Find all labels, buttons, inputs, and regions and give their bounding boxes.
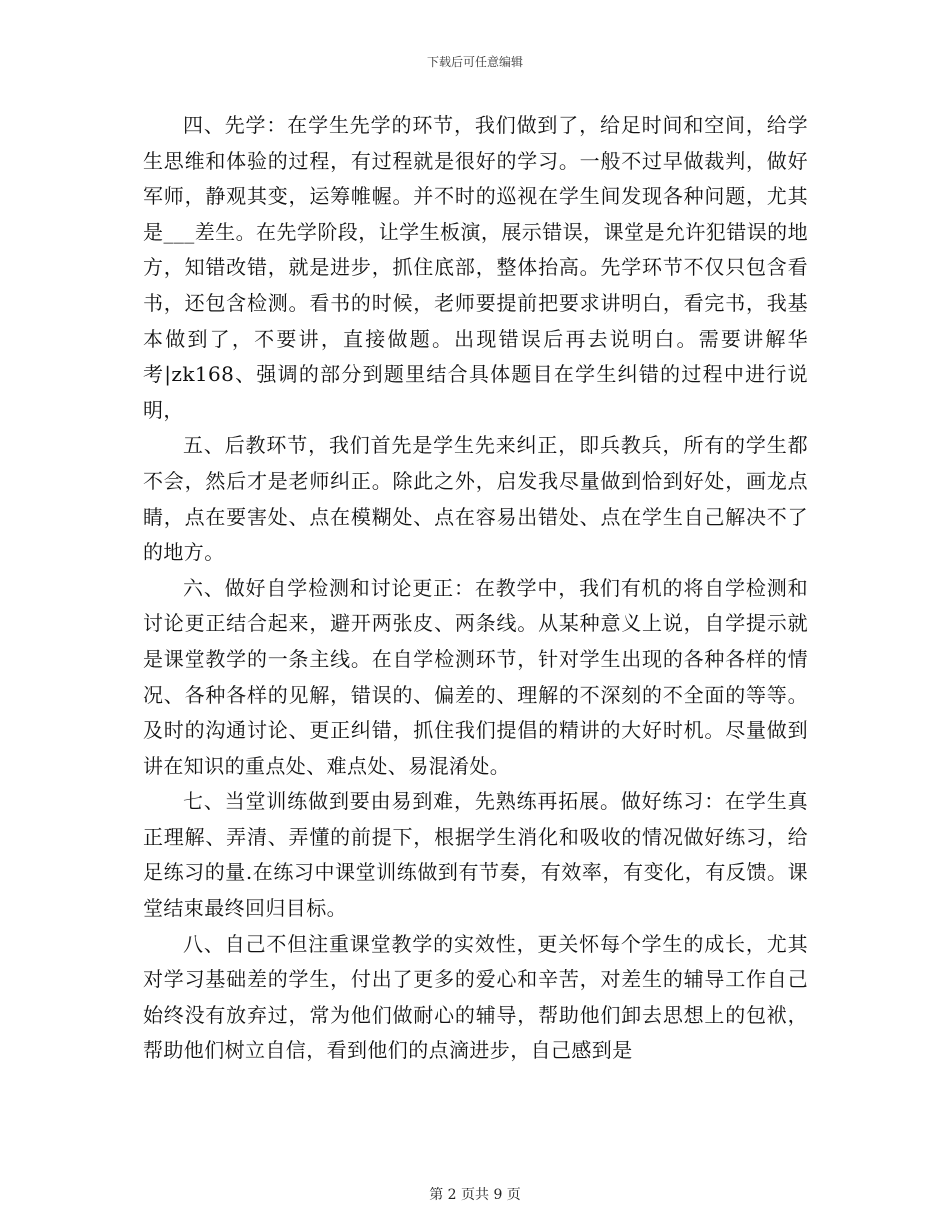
paragraph-section-8: 八、自己不但注重课堂教学的实效性，更关怀每个学生的成长，尤其对学习基础差的学生，付出了更多的爱心和辛苦，对差生的辅导工作自己始终没有放弃过，常为他们做耐心的辅导，帮助他们卸去思想上的包袱，帮助他们树立自信，看到他们的点滴进步，自己感到是 xyxy=(143,931,808,1063)
paragraph-section-6: 六、做好自学检测和讨论更正：在教学中，我们有机的将自学检测和讨论更正结合起来，避开两张皮、两条线。从某种意义上说，自学提示就是课堂教学的一条主线。在自学检测环节，针对学生出现的各种各样的情况、各种各样的见解，错误的、偏差的、理解的不深刻的不全面的等等。及时的沟通讨论、更正纠错，抓住我们提倡的精讲的大好时机。尽量做到讲在知识的重点处、难点处、易混淆处。 xyxy=(143,575,808,778)
paragraph-section-5: 五、后教环节，我们首先是学生先来纠正，即兵教兵，所有的学生都不会，然后才是老师纠正。除此之外，启发我尽量做到恰到好处，画龙点睛，点在要害处、点在模糊处、点在容易出错处、点在学生自己解决不了的地方。 xyxy=(143,433,808,565)
page-header: 下载后可任意编辑 xyxy=(426,55,523,69)
paragraph-section-7: 七、当堂训练做到要由易到难，先熟练再拓展。做好练习：在学生真正理解、弄清、弄懂的前提下，根据学生消化和吸收的情况做好练习，给足练习的量.在练习中课堂训练做到有节奏，有效率，有变化，有反馈。课堂结束最终回归目标。 xyxy=(143,789,808,921)
page-number-footer: 第 2 页共 9 页 xyxy=(429,1187,521,1203)
document-body xyxy=(143,108,808,1069)
paragraph-section-4: 四、先学：在学生先学的环节，我们做到了，给足时间和空间，给学生思维和体验的过程，有过程就是很好的学习。一般不过早做裁判，做好军师，静观其变，运筹帷幄。并不时的巡视在学生间发现各种问题，尤其是___差生。在先学阶段，让学生板演，展示错误，课堂是允许犯错误的地方，知错改错，就是进步，抓住底部，整体抬高。先学环节不仅只包含看书，还包含检测。看书的时候，老师要提前把要求讲明白，看完书，我基本做到了，不要讲，直接做题。出现错误后再去说明白。需要讲解华考|zk168、强调的部分到题里结合具体题目在学生纠错的过程中进行说明， xyxy=(143,113,808,422)
